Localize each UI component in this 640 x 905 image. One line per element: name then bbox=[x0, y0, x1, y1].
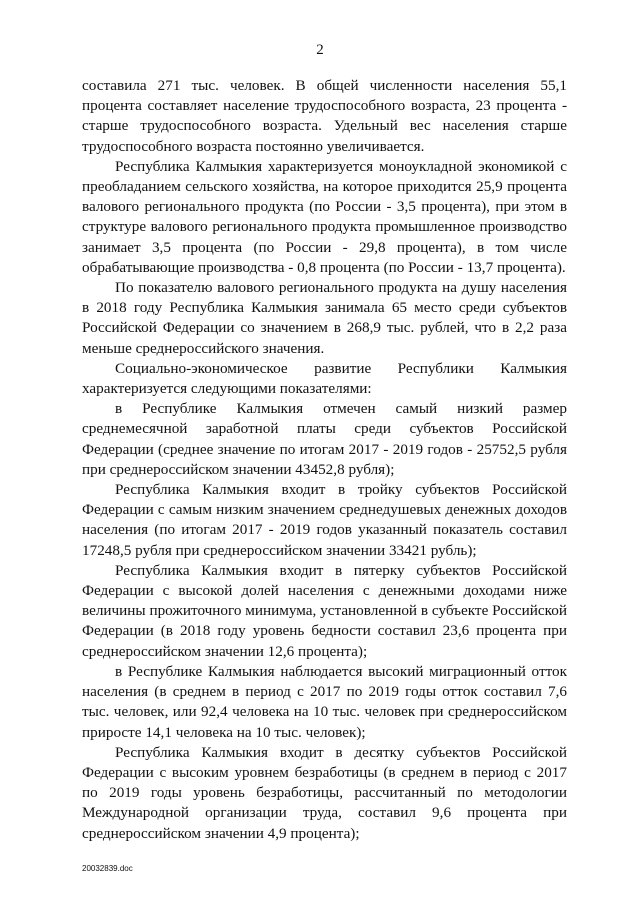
paragraph-1: составила 271 тыс. человек. В общей численности населения 55,1 процента составляет население трудоспособного возраста, 23 процента - старше трудоспособного возраста. Удельный вес населения старше трудоспособного возраста постоянно увеличивается. bbox=[82, 77, 567, 155]
paragraph-8: в Республике Калмыкия наблюдается высокий миграционный отток населения (в среднем в период с 2017 по 2019 годы отток составил 7,6 тыс. человек, или 92,4 человека на 10 тыс. человек при среднероссийском приросте 14,1 человека на 10 тыс. человек); bbox=[82, 662, 567, 741]
footer-filename: 20032839.doc bbox=[82, 864, 133, 873]
document-body bbox=[82, 76, 567, 844]
paragraph-2: Республика Калмыкия характеризуется моноукладной экономикой с преобладанием сельского хозяйства, на которое приходится 25,9 процента валового регионального продукта (по России - 3,5 процента), при этом в структуре валового регионального продукта промышленное производство занимает 3,5 процента (по России - 29,8 процента), в том числе обрабатывающие производства - 0,8 процента (по России - 13,7 процента). bbox=[82, 157, 567, 276]
page-number: 2 bbox=[316, 42, 324, 58]
paragraph-3: По показателю валового регионального продукта на душу населения в 2018 году Республика Калмыкия занимала 65 место среди субъектов Российской Федерации со значением в 268,9 тыс. рублей, что в 2,2 раза меньше среднероссийского значения. bbox=[82, 279, 567, 357]
paragraph-4: Социально-экономическое развитие Республики Калмыкия характеризуется следующими показателями: bbox=[82, 359, 567, 398]
paragraph-5: в Республике Калмыкия отмечен самый низкий размер среднемесячной заработной платы среди субъектов Российской Федерации (среднее значение по итогам 2017 - 2019 годов - 25752,5 рубля при среднероссийском значении 43452,8 рубля); bbox=[82, 400, 567, 478]
paragraph-6: Республика Калмыкия входит в тройку субъектов Российской Федерации с самым низким значением среднедушевых денежных доходов населения (по итогам 2017 - 2019 годов указанный показатель составил 17248,5 рубля при среднероссийском значении 33421 рубль); bbox=[82, 481, 567, 559]
paragraph-7: Республика Калмыкия входит в пятерку субъектов Российской Федерации с высокой долей населения с денежными доходами ниже величины прожиточного минимума, установленной в субъекте Российской Федерации (в 2018 году уровень бедности составил 23,6 процента при среднероссийском значении 12,6 процента); bbox=[82, 561, 567, 660]
paragraph-9: Республика Калмыкия входит в десятку субъектов Российской Федерации с высоким уровнем безработицы (в среднем в период с 2017 по 2019 годы уровень безработицы, рассчитанный по методологии Международной организации труда, составил 9,6 процента при среднероссийском значении 4,9 процента); bbox=[82, 743, 567, 842]
